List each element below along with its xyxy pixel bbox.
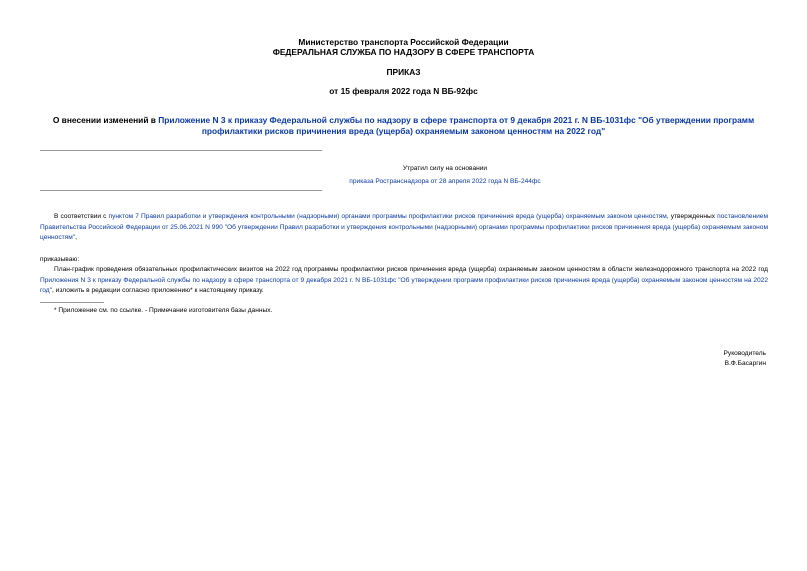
footnote-divider <box>40 302 104 303</box>
service-heading: ФЕДЕРАЛЬНАЯ СЛУЖБА ПО НАДЗОРУ В СФЕРЕ ТРАНСПОРТА <box>272 47 535 57</box>
doc-type-heading: ПРИКАЗ <box>386 67 421 77</box>
divider-bottom <box>40 190 322 191</box>
p1-mid: , утвержденных <box>666 213 718 220</box>
footnote: * Приложение см. по ссылке. - Примечание изготовителя базы данных. <box>54 307 273 314</box>
status-note <box>240 162 650 188</box>
signature-role: Руководитель <box>723 350 766 357</box>
p1-suffix: , <box>75 234 77 241</box>
divider-top <box>40 150 322 151</box>
date-number-heading: от 15 февраля 2022 года N ВБ-92фс <box>329 86 478 96</box>
ministry-heading: Министерство транспорта Российской Федерации <box>298 37 509 47</box>
paragraph-basis <box>40 212 768 244</box>
status-note-text: Утратил силу на основании <box>402 165 488 172</box>
p1-link-decree[interactable]: постановлением Правительства Российской Федерации от 25.06.2021 N 990 "Об утверждении Правил разработки и утверждения контрольными (надзорными) органами программы профилактики рисков причинения вреда (ущерба) охраняемым законом ценностям" <box>40 213 769 241</box>
status-note-link[interactable]: приказа Ространснадзора от 28 апреля 2022 года N ВБ-244фс <box>349 178 541 185</box>
p2-link-appendix[interactable]: Приложения N 3 к приказу Федеральной службы по надзору в сфере транспорта от 9 декабря 2021 г. N ВБ-1031фс "Об утверждении программ профилактики рисков причинения вреда (ущерба) охраняемым законом ценностям на 2022 год" <box>40 276 768 294</box>
signature-name: В.Ф.Басаргин <box>724 360 766 367</box>
p2-suffix: , изложить в редакции согласно приложению* к настоящему приказу. <box>51 287 264 294</box>
p1-prefix: В соответствии с <box>54 213 109 220</box>
document-title <box>40 115 767 137</box>
p1-link-rules[interactable]: пунктом 7 Правил разработки и утверждения контрольными (надзорными) органами программы профилактики рисков причинения вреда (ущерба) охраняемым законом ценностям <box>108 213 667 220</box>
p2-prefix: План-график проведения обязательных профилактических визитов на 2022 год программы профилактики рисков причинения вреда (ущерба) охраняемым законом ценностям в области железнодорожного транспорта на 2022 год <box>54 266 768 273</box>
paragraph-order <box>40 265 768 297</box>
title-link[interactable]: Приложение N 3 к приказу Федеральной службы по надзору в сфере транспорта от 9 декабря 2021 г. N ВБ-1031фс "Об утверждении программ профилактики рисков причинения вреда (ущерба) охраняемым законом ценностям на 2022 год" <box>158 115 755 136</box>
order-word: приказываю: <box>40 256 80 263</box>
title-prefix: О внесении изменений в <box>52 115 159 125</box>
